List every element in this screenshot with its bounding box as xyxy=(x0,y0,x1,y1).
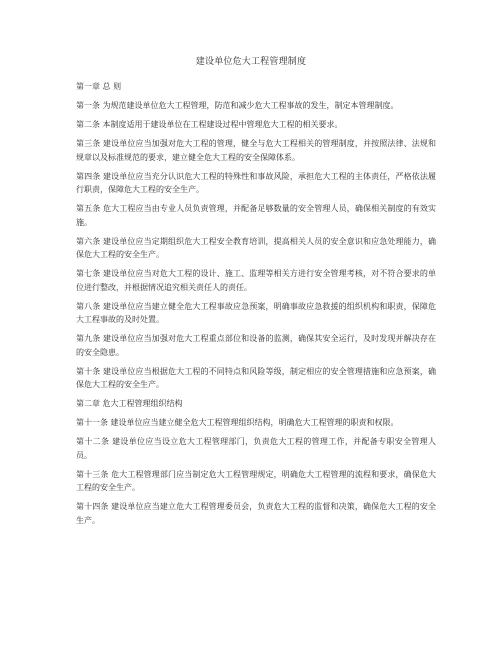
chapter-2-heading: 第二章 危大工程管理组织结构 xyxy=(76,399,183,408)
chapter-1-heading: 第一章 总 则 xyxy=(76,82,122,91)
document-title: 建设单位危大工程管理制度 xyxy=(195,57,307,67)
article-8: 第八条 建设单位应当建立健全危大工程事故应急预案，明确事故应急救援的组织机构和职责，保障危大工程事故的及时处置。 xyxy=(76,301,436,324)
article-3: 第三条 建设单位应当加强对危大工程的管理，健全与危大工程相关的管理制度，并按照法律、法规和规章以及标准规范的要求，建立健全危大工程的安全保障体系。 xyxy=(76,139,436,162)
article-2: 第二条 本制度适用于建设单位在工程建设过程中管理危大工程的相关要求。 xyxy=(76,120,343,129)
article-4: 第四条 建设单位应当充分认识危大工程的特殊性和事故风险，承担危大工程的主体责任，严格依法履行职责，保障危大工程的安全生产。 xyxy=(76,171,436,194)
document-body xyxy=(76,80,436,533)
article-9: 第九条 建设单位应当加强对危大工程重点部位和设备的监测，确保其安全运行，及时发现并解决存在的安全隐患。 xyxy=(76,334,436,357)
article-13: 第十三条 危大工程管理部门应当制定危大工程管理规定，明确危大工程管理的流程和要求，确保危大工程的安全生产。 xyxy=(76,469,436,492)
article-12: 第十二条 建设单位应当设立危大工程管理部门，负责危大工程的管理工作，并配备专职安全管理人员。 xyxy=(76,437,436,460)
article-5: 第五条 危大工程应当由专业人员负责管理，并配备足够数量的安全管理人员，确保相关制度的有效实施。 xyxy=(76,204,436,227)
article-14: 第十四条 建设单位应当建立危大工程管理委员会，负责危大工程的监督和决策，确保危大工程的安全生产。 xyxy=(76,502,436,525)
article-10: 第十条 建设单位应当根据危大工程的不同特点和风险等级，制定相应的安全管理措施和应急预案，确保危大工程的安全生产。 xyxy=(76,366,436,389)
article-6: 第六条 建设单位应当定期组织危大工程安全教育培训，提高相关人员的安全意识和应急处理能力，确保危大工程的安全生产。 xyxy=(76,236,436,259)
article-7: 第七条 建设单位应当对危大工程的设计、施工、监理等相关方进行安全管理考核，对不符合要求的单位进行整改，并根据情况追究相关责任人的责任。 xyxy=(76,269,436,292)
article-1: 第一条 为规范建设单位危大工程管理，防范和减少危大工程事故的发生，制定本管理制度。 xyxy=(76,101,399,110)
article-11: 第十一条 建设单位应当建立健全危大工程管理组织结构，明确危大工程管理的职责和权限。 xyxy=(76,418,399,427)
